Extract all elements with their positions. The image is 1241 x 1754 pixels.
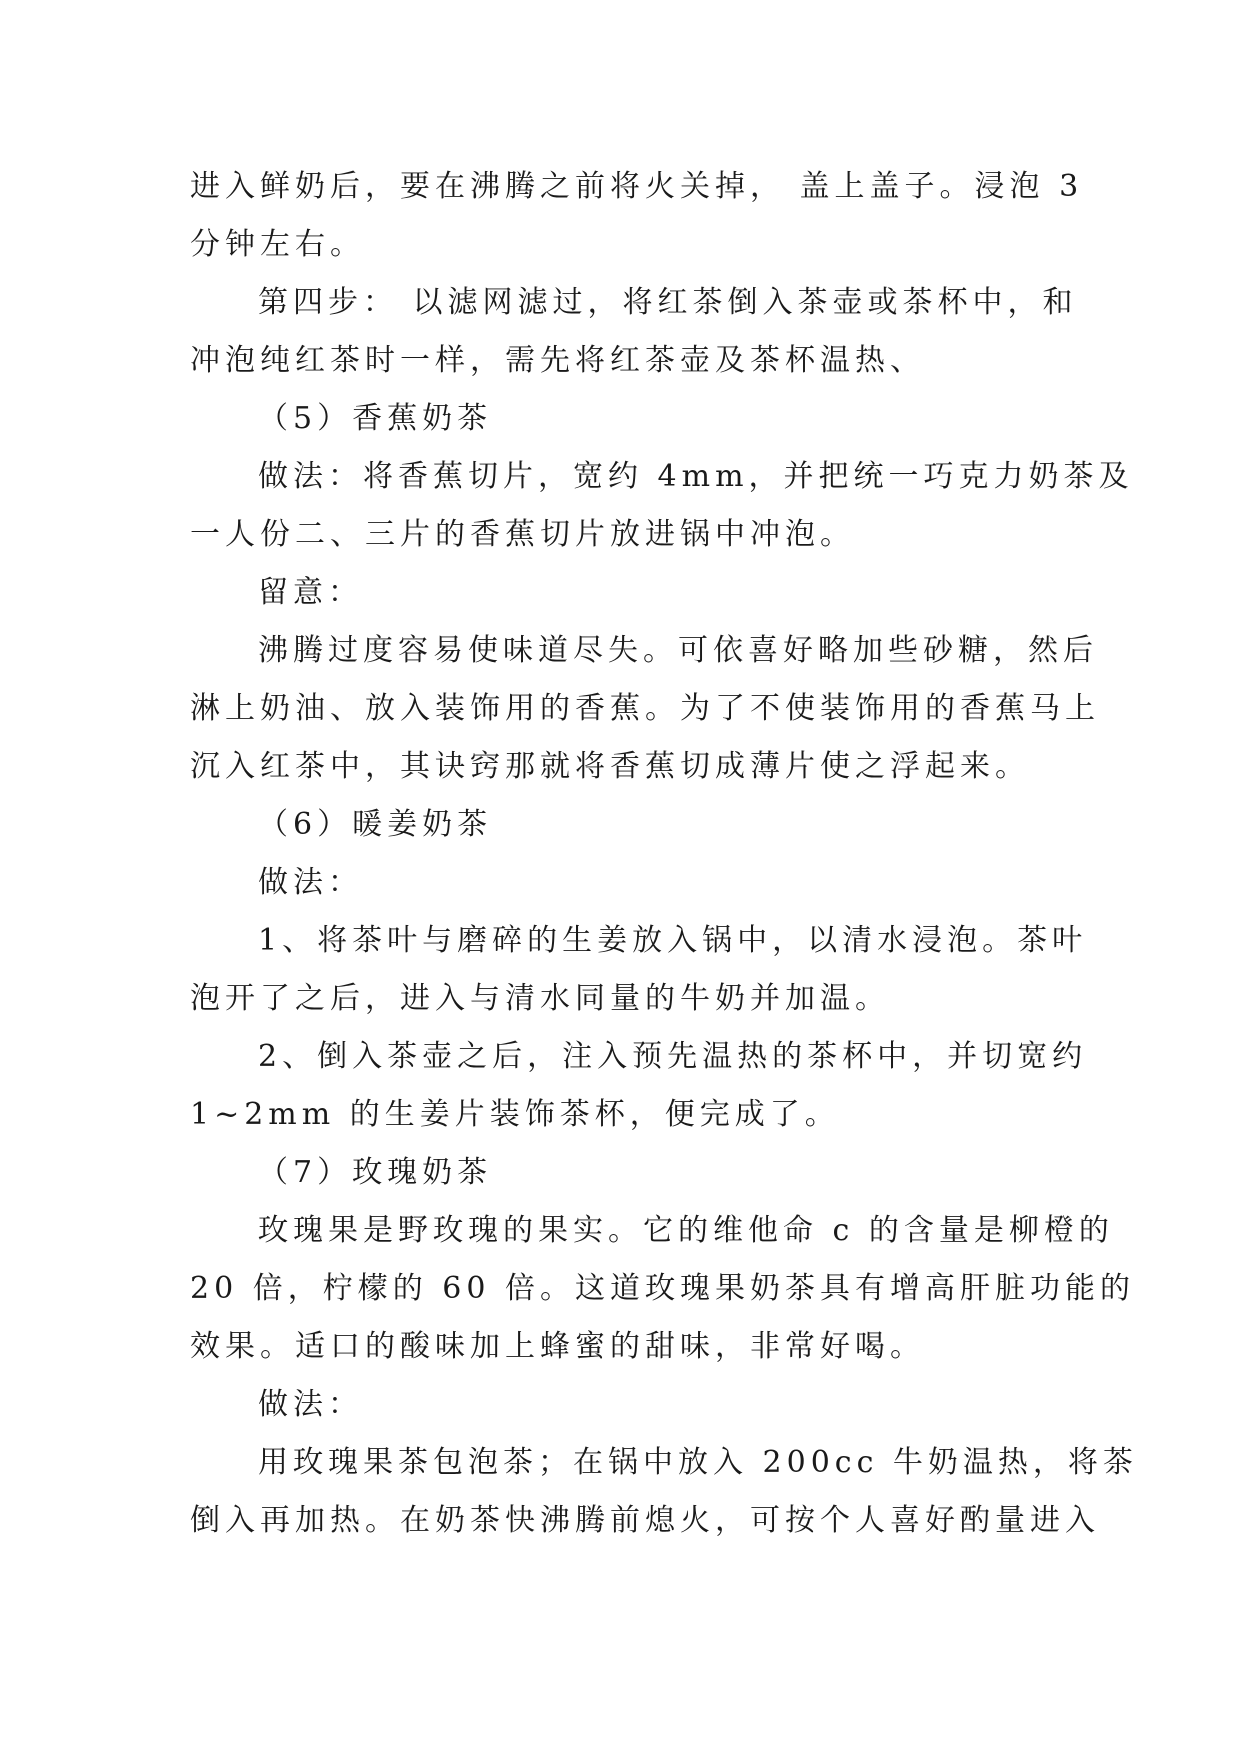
body-text-line: 用玫瑰果茶包泡茶；在锅中放入 200cc 牛奶温热，将茶 xyxy=(258,1445,1138,1480)
body-text-line: 做法：将香蕉切片，宽约 4mm，并把统一巧克力奶茶及 xyxy=(258,459,1134,494)
body-text-line: 20 倍，柠檬的 60 倍。这道玫瑰果奶茶具有增高肝脏功能的 xyxy=(190,1271,1135,1306)
body-text-line: 1、将茶叶与磨碎的生姜放入锅中，以清水浸泡。茶叶 xyxy=(258,923,1088,958)
body-text-line: 第四步： 以滤网滤过，将红茶倒入茶壶或茶杯中，和 xyxy=(258,285,1078,320)
body-text-line: 2、倒入茶壶之后，注入预先温热的茶杯中，并切宽约 xyxy=(258,1039,1088,1074)
body-text-line: 淋上奶油、放入装饰用的香蕉。为了不使装饰用的香蕉马上 xyxy=(190,691,1100,726)
body-text-line: 做法： xyxy=(258,865,363,900)
body-text-line: 冲泡纯红茶时一样，需先将红茶壶及茶杯温热、 xyxy=(190,343,925,378)
body-text-line: 倒入再加热。在奶茶快沸腾前熄火，可按个人喜好酌量进入 xyxy=(190,1503,1100,1538)
body-text-line: 效果。适口的酸味加上蜂蜜的甜味，非常好喝。 xyxy=(190,1329,925,1364)
section-heading: （6）暖姜奶茶 xyxy=(258,807,493,842)
body-text-line: 泡开了之后，进入与清水同量的牛奶并加温。 xyxy=(190,981,890,1016)
body-text-line: 进入鲜奶后，要在沸腾之前将火关掉， 盖上盖子。浸泡 3 xyxy=(190,169,1084,204)
body-text-line: 留意： xyxy=(258,575,363,610)
body-text-line: 做法： xyxy=(258,1387,363,1422)
body-text-line: 沸腾过度容易使味道尽失。可依喜好略加些砂糖，然后 xyxy=(258,633,1098,668)
body-text-line: 一人份二、三片的香蕉切片放进锅中冲泡。 xyxy=(190,517,855,552)
body-text-line: 玫瑰果是野玫瑰的果实。它的维他命 c 的含量是柳橙的 xyxy=(258,1213,1114,1248)
section-heading: （7）玫瑰奶茶 xyxy=(258,1155,493,1190)
body-text-line: 1~2mm 的生姜片装饰茶杯，便完成了。 xyxy=(190,1097,840,1132)
body-text-line: 分钟左右。 xyxy=(190,227,365,262)
body-text-line: 沉入红茶中，其诀窍那就将香蕉切成薄片使之浮起来。 xyxy=(190,749,1030,784)
section-heading: （5）香蕉奶茶 xyxy=(258,401,493,436)
